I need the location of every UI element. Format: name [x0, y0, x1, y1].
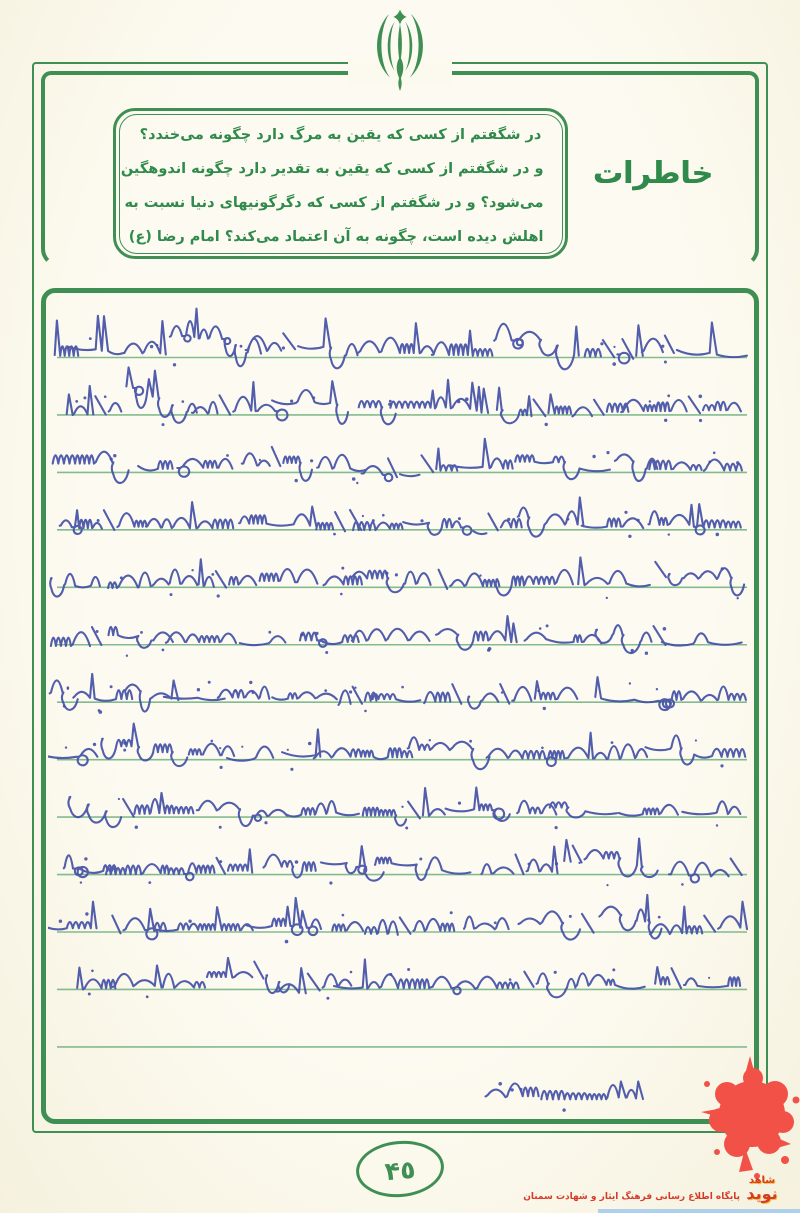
- page-number: ۴٥: [383, 1154, 417, 1187]
- quote-box: [113, 108, 568, 259]
- quote-line-3: می‌شود؟ و در شگفتم از کسی که دگرگونیهای دنیا نسبت به: [124, 194, 544, 211]
- page-title: خاطرات: [592, 156, 714, 191]
- quote-box-inner: [119, 114, 563, 254]
- navid-shahed-logo: [742, 1176, 782, 1202]
- manuscript-frame: [41, 288, 759, 1124]
- quote-line-1: در شگفتم از کسی که یقین به مرگ دارد چگونه می‌خندد؟: [139, 126, 542, 143]
- quote-line-4: اهلش دیده است، چگونه به آن اعتماد می‌کند؟ امام رضا (ع): [128, 228, 544, 245]
- ink-blot-icon: [695, 1052, 800, 1180]
- watermark-underline: [598, 1209, 800, 1213]
- iran-emblem-icon: [362, 8, 438, 94]
- watermark-logo-bottom: نوید: [746, 1184, 778, 1203]
- page-number-badge: [354, 1137, 447, 1200]
- watermark-text: پایگاه اطلاع رسانی فرهنگ ایثار و شهادت سمنان: [523, 1192, 740, 1202]
- watermark-logo-top: شاهد: [748, 1175, 776, 1186]
- quote-line-2: و در شگفتم از کسی که یقین به تقدیر دارد چگونه اندوهگین: [120, 160, 544, 177]
